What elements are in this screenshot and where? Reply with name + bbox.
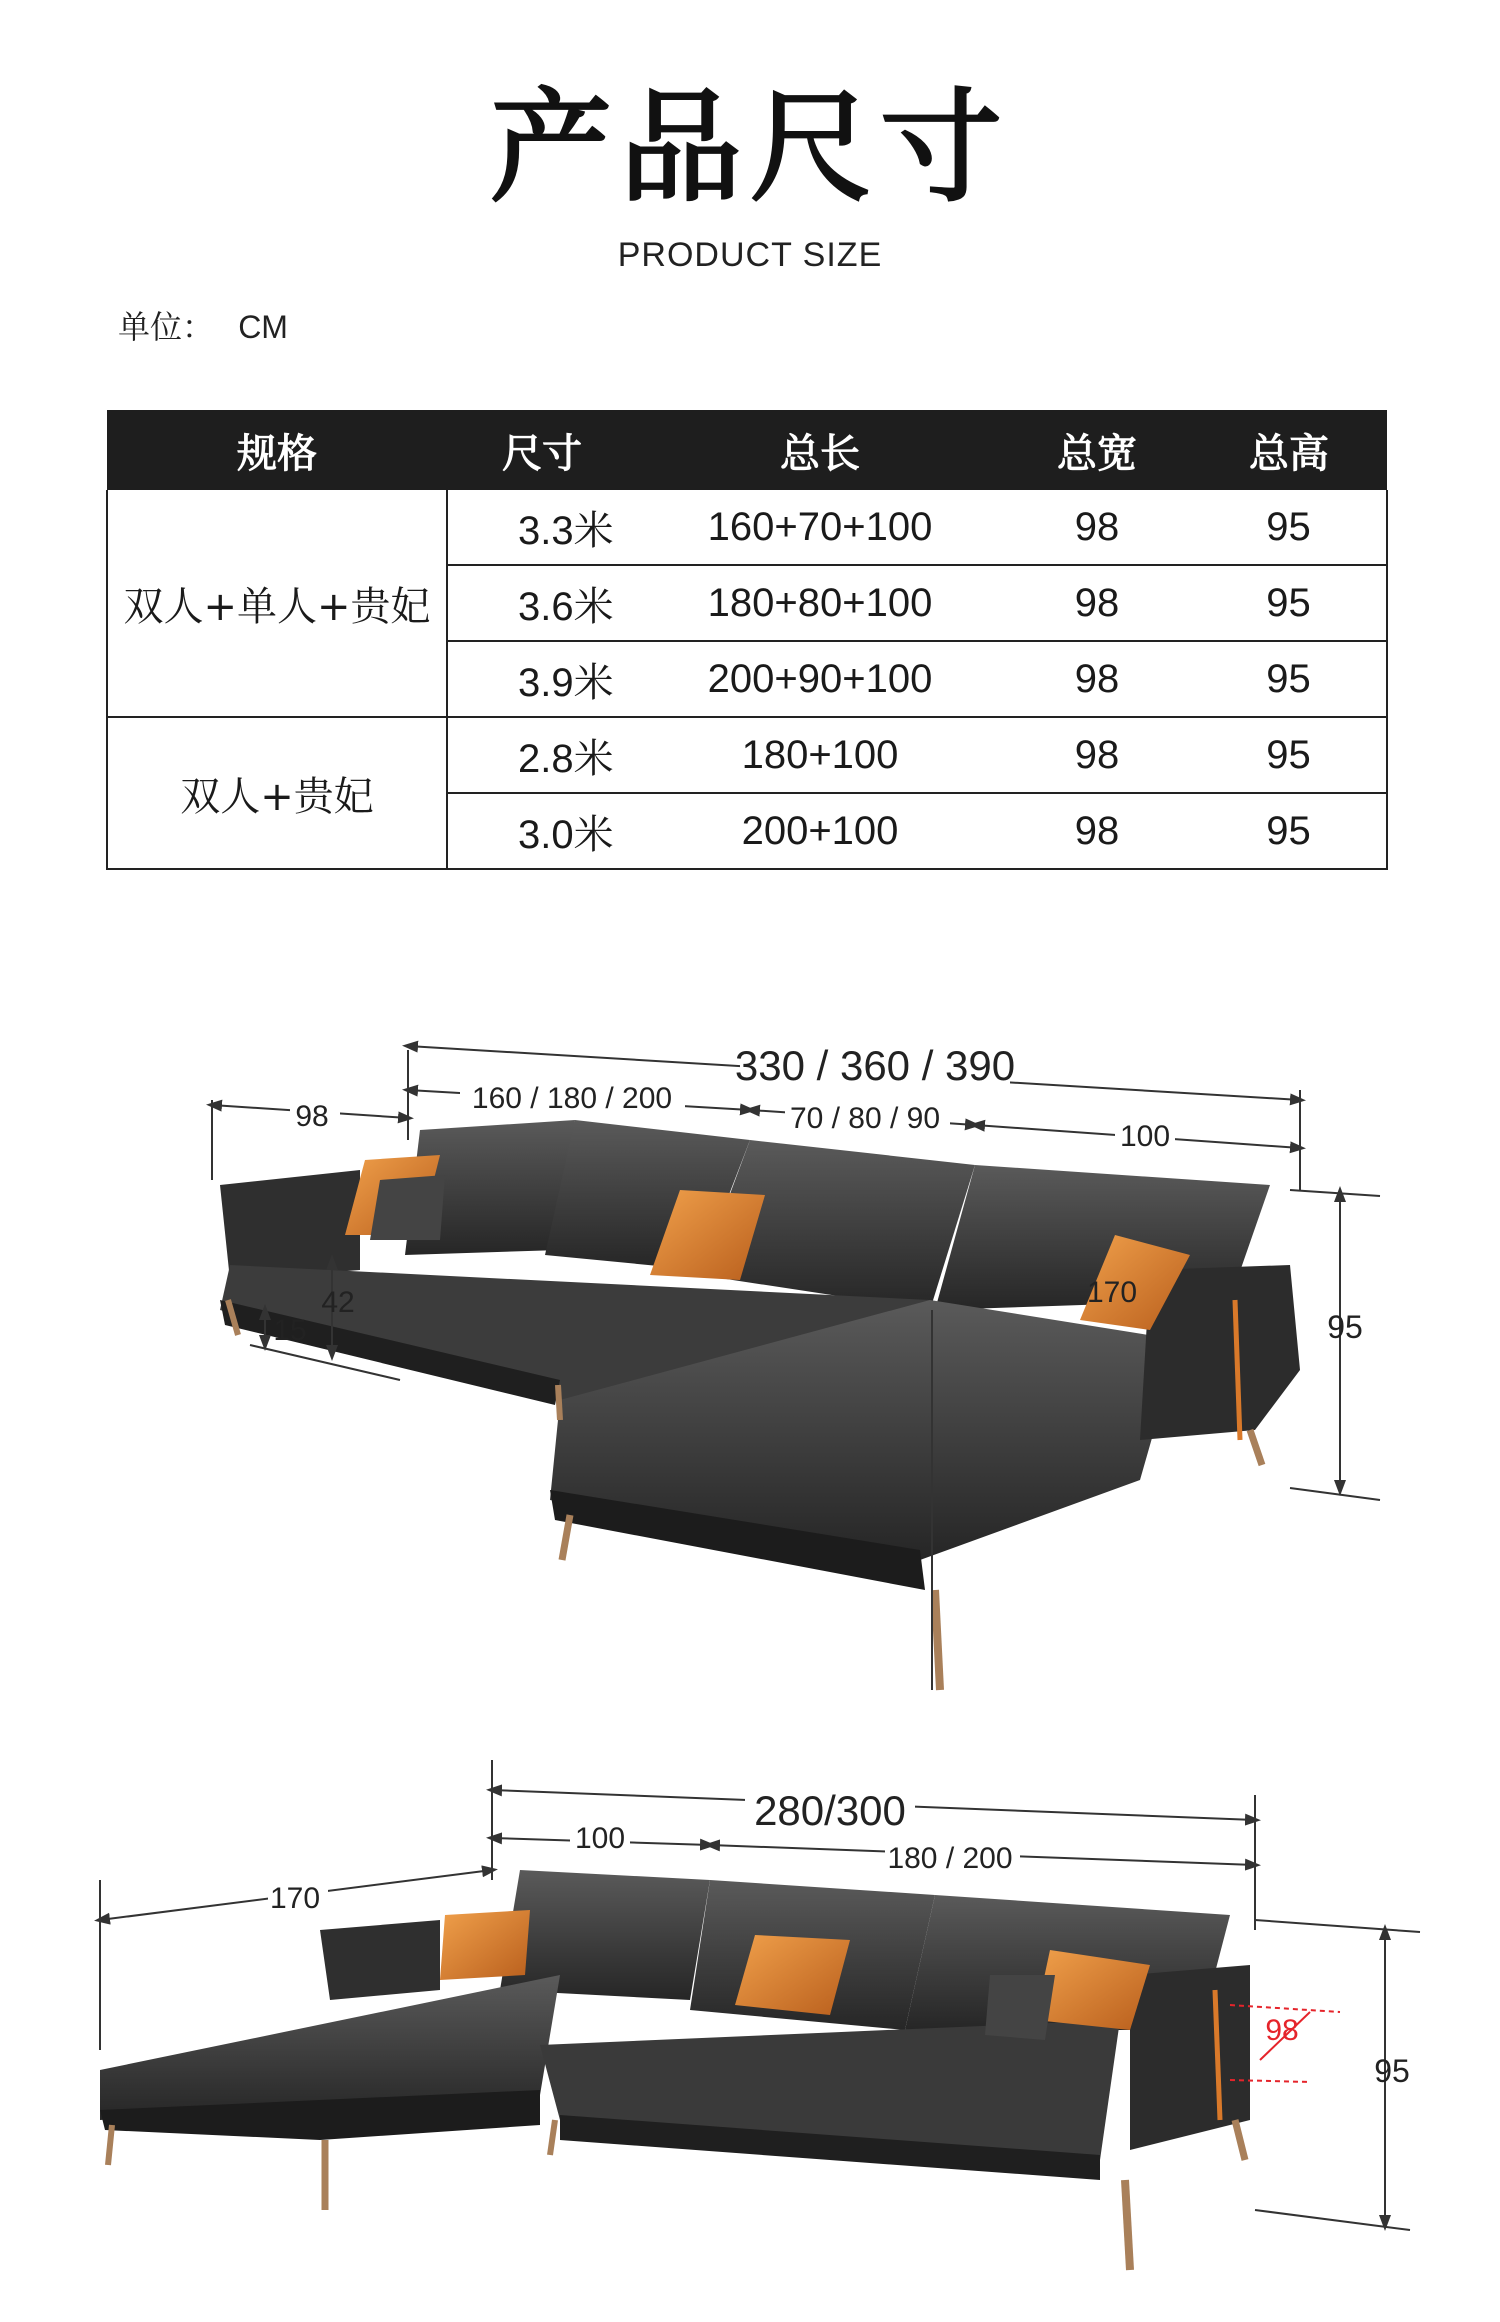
unit-label xyxy=(118,302,288,348)
unit-label-text: 单位： xyxy=(118,308,215,346)
table-row xyxy=(107,490,1387,565)
size-cell: 3.6米 xyxy=(447,565,637,641)
dim-chaise-width: 100 xyxy=(1119,1120,1171,1153)
dim-single-seat: 70 / 80 / 90 xyxy=(789,1102,941,1135)
dim-height: 95 xyxy=(1327,1309,1363,1345)
dim-leg-height: 15 xyxy=(273,1314,307,1347)
spec-table xyxy=(106,410,1388,870)
size-cell: 3.9米 xyxy=(447,641,637,717)
dim-depth: 98 xyxy=(295,1100,329,1133)
sofa-illustration xyxy=(100,1870,1250,2270)
height-cell: 95 xyxy=(1191,490,1387,565)
unit-value: CM xyxy=(238,309,288,345)
dim-double-seat: 160 / 180 / 200 xyxy=(471,1082,673,1115)
sofa-illustration xyxy=(220,1120,1300,1690)
width-cell: 98 xyxy=(1003,641,1191,717)
size-cell: 3.3米 xyxy=(447,490,637,565)
width-cell: 98 xyxy=(1003,793,1191,869)
header-length: 总长 xyxy=(637,410,1003,490)
dim-chaise-length: 170 xyxy=(269,1882,321,1915)
length-cell: 200+100 xyxy=(637,793,1003,869)
width-cell: 98 xyxy=(1003,717,1191,793)
length-cell: 160+70+100 xyxy=(637,490,1003,565)
dim-seat-height: 42 xyxy=(321,1286,355,1319)
page-title: 产品尺寸 xyxy=(490,77,1010,219)
dim-chaise-length: 170 xyxy=(1086,1276,1138,1309)
length-cell: 180+80+100 xyxy=(637,565,1003,641)
page-subtitle: PRODUCT SIZE xyxy=(617,236,883,274)
height-cell: 95 xyxy=(1191,793,1387,869)
dim-double-seat: 180 / 200 xyxy=(887,1842,1013,1875)
header-spec: 规格 xyxy=(107,410,447,490)
header-height: 总高 xyxy=(1191,410,1387,490)
width-cell: 98 xyxy=(1003,490,1191,565)
spec-cell: 双人+单人+贵妃 xyxy=(107,490,447,717)
height-cell: 95 xyxy=(1191,717,1387,793)
dim-total-length: 280/300 xyxy=(754,1787,906,1834)
height-cell: 95 xyxy=(1191,565,1387,641)
dim-depth: 98 xyxy=(1265,2014,1299,2047)
table-row xyxy=(107,717,1387,793)
header-width: 总宽 xyxy=(1003,410,1191,490)
length-cell: 180+100 xyxy=(637,717,1003,793)
size-cell: 2.8米 xyxy=(447,717,637,793)
width-cell: 98 xyxy=(1003,565,1191,641)
dim-chaise-width: 100 xyxy=(574,1822,626,1855)
dim-total-length: 330 / 360 / 390 xyxy=(734,1042,1016,1089)
dim-height: 95 xyxy=(1374,2053,1410,2089)
height-cell: 95 xyxy=(1191,641,1387,717)
table-header-row xyxy=(107,410,1387,490)
size-cell: 3.0米 xyxy=(447,793,637,869)
spec-cell: 双人+贵妃 xyxy=(107,717,447,869)
length-cell: 200+90+100 xyxy=(637,641,1003,717)
header-size: 尺寸 xyxy=(447,410,637,490)
sofa-diagram-two-piece xyxy=(0,1740,1500,2300)
sofa-diagram-three-piece xyxy=(0,1010,1500,1730)
